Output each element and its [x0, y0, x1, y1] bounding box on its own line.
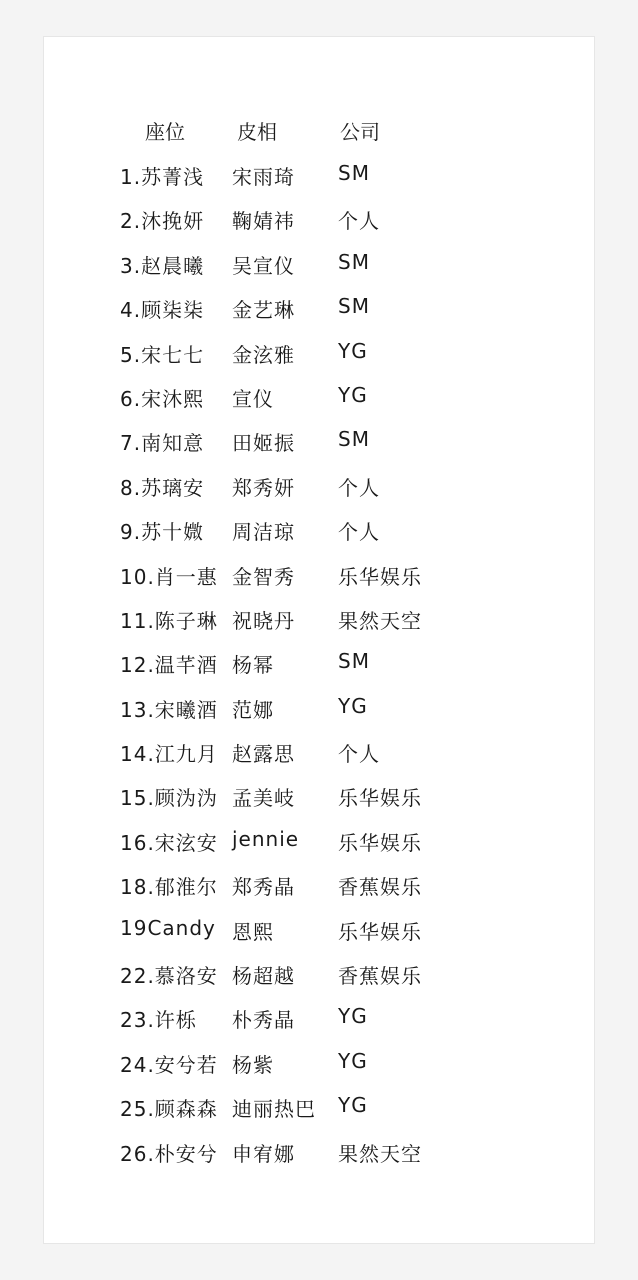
seat-cell: 19Candy [120, 915, 216, 940]
list-item [0, 863, 638, 907]
face-cell: 恩熙 [232, 919, 274, 944]
header-face: 皮相 [237, 120, 277, 144]
seat-cell: 1.苏菁浅 [120, 165, 205, 189]
face-cell: 吴宣仪 [232, 253, 295, 278]
face-cell: 郑秀晶 [232, 875, 295, 900]
seat-cell: 9.苏十媺 [120, 520, 205, 545]
list-item [0, 996, 638, 1040]
list-item [0, 331, 638, 375]
list-item [0, 641, 638, 685]
face-cell: 金智秀 [232, 564, 295, 589]
seat-cell: 3.赵晨曦 [120, 253, 205, 278]
face-cell: 孟美岐 [232, 786, 295, 811]
seat-cell: 10.肖一惠 [120, 564, 218, 589]
company-cell: SM [338, 249, 370, 274]
face-cell: 金艺琳 [232, 298, 295, 323]
list-item [0, 419, 638, 463]
list-item [0, 819, 638, 863]
seat-cell: 22.慕洛安 [120, 964, 218, 989]
company-cell: SM [338, 161, 370, 185]
company-cell: 果然天空 [338, 608, 422, 633]
seat-cell: 2.沐挽妍 [120, 209, 205, 234]
face-cell: 郑秀妍 [232, 475, 295, 500]
company-cell: YG [338, 1048, 368, 1073]
company-cell: 个人 [338, 742, 380, 767]
face-cell: jennie [232, 826, 300, 851]
list-item [0, 153, 638, 197]
list-item [0, 730, 638, 774]
seat-cell: 11.陈子琳 [120, 608, 218, 633]
seat-cell: 16.宋泫安 [120, 830, 218, 855]
seat-cell: 26.朴安兮 [120, 1141, 218, 1166]
seat-cell: 23.许栎 [120, 1008, 197, 1033]
seat-cell: 15.顾沩沩 [120, 786, 218, 811]
face-cell: 杨超越 [232, 964, 295, 989]
face-cell: 田姬振 [232, 431, 295, 456]
list-item [0, 464, 638, 508]
list-item [0, 1041, 638, 1085]
list-item [0, 197, 638, 241]
list-item [0, 908, 638, 952]
face-cell: 周洁琼 [232, 520, 295, 545]
company-cell: 乐华娱乐 [338, 564, 422, 589]
list-item [0, 597, 638, 641]
company-cell: YG [338, 1004, 368, 1029]
list-item [0, 553, 638, 597]
list-item [0, 952, 638, 996]
face-cell: 申宥娜 [232, 1141, 295, 1166]
list-item [0, 686, 638, 730]
face-cell: 朴秀晶 [232, 1008, 295, 1033]
seat-cell: 13.宋曦酒 [120, 697, 218, 722]
company-cell: YG [338, 693, 368, 718]
list-item [0, 242, 638, 286]
list-item [0, 286, 638, 330]
company-cell: YG [338, 1093, 368, 1118]
face-cell: 迪丽热巴 [232, 1097, 316, 1122]
seat-cell: 18.郁淮尔 [120, 875, 218, 900]
company-cell: 个人 [338, 520, 380, 545]
face-cell: 祝晓丹 [232, 608, 295, 633]
company-cell: YG [338, 338, 368, 363]
seat-cell: 25.顾森森 [120, 1097, 218, 1122]
list-item [0, 774, 638, 818]
company-cell: SM [338, 294, 370, 319]
list-item [0, 1085, 638, 1129]
seat-cell: 14.江九月 [120, 742, 218, 767]
seat-cell: 6.宋沐熙 [120, 386, 205, 411]
seat-cell: 4.顾柒柒 [120, 298, 205, 323]
company-cell: 乐华娱乐 [338, 830, 422, 855]
seat-cell: 24.安兮若 [120, 1052, 218, 1077]
company-cell: 乐华娱乐 [338, 919, 422, 944]
company-cell: 个人 [338, 475, 380, 500]
face-cell: 金泫雅 [232, 342, 295, 367]
face-cell: 宋雨琦 [232, 165, 295, 189]
company-cell: 香蕉娱乐 [338, 964, 422, 989]
face-cell: 鞠婧祎 [232, 209, 295, 234]
header-company: 公司 [340, 120, 380, 144]
company-cell: YG [338, 382, 368, 407]
list-item [0, 1130, 638, 1174]
face-cell: 杨幂 [232, 653, 274, 678]
seat-cell: 7.南知意 [120, 431, 205, 456]
table-header [0, 110, 638, 146]
company-cell: SM [338, 649, 370, 674]
header-seat: 座位 [145, 120, 185, 144]
roster-list [0, 153, 638, 1174]
company-cell: 乐华娱乐 [338, 786, 422, 811]
seat-cell: 12.温芊酒 [120, 653, 218, 678]
company-cell: SM [338, 427, 370, 452]
face-cell: 宣仪 [232, 386, 274, 411]
seat-cell: 8.苏璃安 [120, 475, 205, 500]
company-cell: 个人 [338, 209, 380, 234]
seat-cell: 5.宋七七 [120, 342, 205, 367]
face-cell: 杨紫 [232, 1052, 274, 1077]
company-cell: 香蕉娱乐 [338, 875, 422, 900]
company-cell: 果然天空 [338, 1141, 422, 1166]
list-item [0, 508, 638, 552]
list-item [0, 375, 638, 419]
face-cell: 范娜 [232, 697, 274, 722]
face-cell: 赵露思 [232, 742, 295, 767]
